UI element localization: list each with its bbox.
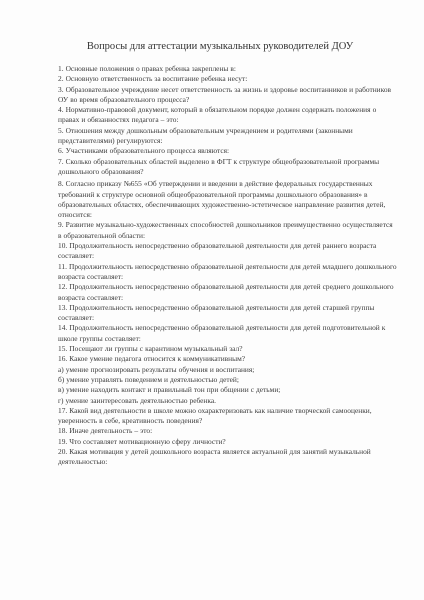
question-12: 12. Продолжительность непосредственно образовательной деятельности для детей среднего дошкольного возраста составляет: — [58, 282, 394, 302]
question-2: 2. Основную ответственность за воспитание ребенка несут: — [58, 74, 248, 84]
answer-option-a: а) умение прогнозировать результаты обучения и воспитания; — [58, 364, 255, 374]
questions-list — [58, 64, 398, 468]
question-14: 14. Продолжительность непосредственно образовательной деятельности для детей подготовительной к школе группы составляет: — [58, 323, 386, 343]
question-15: 15. Посещают ли группы с карантином музыкальный зал? — [58, 344, 243, 354]
question-16: 16. Какое умение педагога относится к коммуникативным? — [58, 354, 246, 364]
question-9: 9. Развитие музыкально-художественных способностей дошкольников преимущественно осуществляется в образовательной области: — [58, 220, 393, 240]
question-3: 3. Образовательное учреждение несет ответственность за жизнь и здоровье воспитанников и работников ОУ во время образовательного процесса? — [58, 84, 392, 104]
question-7: 7. Сколько образовательных областей выделено в ФГТ к структуре общеобразовательной программы дошкольного образования? — [58, 156, 380, 176]
question-1: 1. Основные положения о правах ребенка закреплены в: — [58, 64, 236, 73]
question-11: 11. Продолжительность непосредственно образовательной деятельности для детей младшего дошкольного возраста составляет: — [58, 261, 397, 281]
question-17: 17. Какой вид деятельности в школе можно охарактеризовать как наличие творческой самооценки, уверенность в себе, креативность поведения? — [58, 405, 372, 426]
question-20: 20. Какая мотивация у детей дошкольного возраста является актуальной для занятий музыкальной деятельностью: — [58, 446, 371, 467]
question-4: 4. Нормативно-правовой документ, который в обязательном порядке должен содержать положения о правах и обязанностях педагога – это: — [58, 105, 377, 125]
question-19: 19. Что составляет мотивационную сферу личности? — [58, 436, 226, 446]
question-8: 8. Согласно приказу №655 «Об утверждении и введении в действие федеральных государственных требований к структуре основной общеобразовательной программы дошкольного образования» в образовательных областях, обеспечивающих художественно-эстетическое направление развития детей, относится: — [58, 179, 386, 220]
answer-option-d: г) умение заинтересовать деятельностью ребенка. — [58, 395, 216, 405]
question-13: 13. Продолжительность непосредственно образовательной деятельности для детей старшей группы составляет: — [58, 302, 375, 323]
document-title: Вопросы для аттестации музыкальных руководителей ДОУ — [86, 41, 354, 52]
question-18: 18. Иначе деятельность – это: — [58, 426, 153, 436]
answer-option-c: в) умение находить контакт и правильный тон при общении с детьми; — [58, 385, 281, 395]
question-10: 10. Продолжительность непосредственно образовательной деятельности для детей раннего возраста составляет: — [58, 241, 377, 261]
answer-option-b: б) умение управлять поведением и деятельностью детей; — [58, 374, 239, 384]
question-6: 6. Участниками образовательного процесса являются: — [58, 146, 230, 156]
question-5: 5. Отношения между дошкольным образовательным учреждением и родителями (законными представителями) регулируются: — [58, 125, 353, 146]
